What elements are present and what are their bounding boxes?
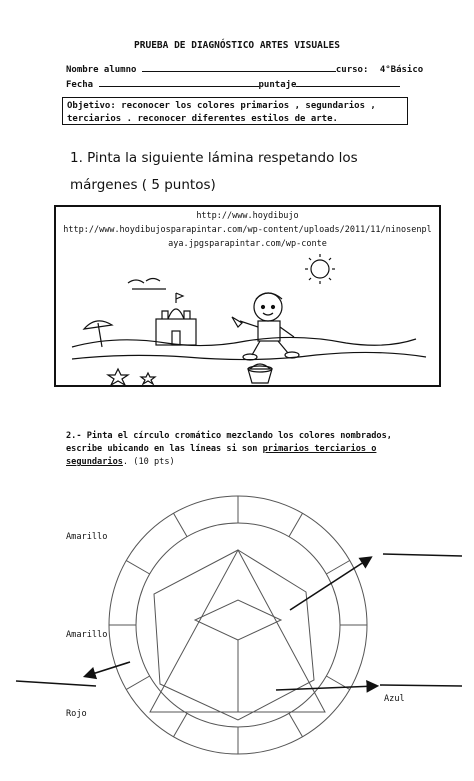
answer-line-top-right <box>383 554 462 556</box>
arrow-right <box>276 686 376 690</box>
question-2-line-3: segundarios. (10 pts) <box>66 457 175 467</box>
sand-castle-icon <box>156 293 196 345</box>
sun-icon <box>305 254 335 284</box>
name-blank[interactable] <box>142 62 336 72</box>
score-blank[interactable] <box>296 77 400 87</box>
question-2 <box>66 430 426 469</box>
name-label: Nombre alumno <box>66 65 137 75</box>
question-2-line-2: escribe ubicando en las líneas si son primarios terciarios o <box>66 444 377 454</box>
objective-line-2: terciarios . reconocer diferentes estilos de arte. <box>67 114 338 124</box>
wheel-triangle <box>150 550 325 712</box>
arrow-left <box>86 662 130 676</box>
question-1-line-2: márgenes ( 5 puntos) <box>70 177 216 193</box>
name-course-line <box>66 62 423 75</box>
label-azul: Azul <box>384 694 405 704</box>
bucket-icon <box>248 364 272 383</box>
image-url-line-3: aya.jpgsparapintar.com/wp-conte <box>168 239 327 249</box>
beach-drawing <box>56 207 439 385</box>
child-icon <box>232 293 299 360</box>
wheel-spoke <box>289 513 303 536</box>
answer-line-right <box>380 685 462 686</box>
course-value: 4°Básico <box>379 65 424 75</box>
starfish-icon <box>108 369 128 385</box>
wheel-spoke <box>174 513 188 536</box>
wheel-spoke <box>174 713 188 736</box>
image-url-line-2: http://www.hoydibujosparapintar.com/wp-content/uploads/2011/11/ninosenpl <box>63 225 432 235</box>
coloring-image-box <box>54 205 441 387</box>
label-rojo: Rojo <box>66 709 87 719</box>
answer-line-left <box>16 681 96 686</box>
question-2-line-1: 2.- Pinta el círculo cromático mezclando los colores nombrados, <box>66 431 392 441</box>
starfish-icon <box>141 373 155 384</box>
arrow-top-right <box>290 558 370 610</box>
score-label: puntaje <box>258 80 297 90</box>
course-label: curso: <box>335 65 369 75</box>
question-1 <box>70 145 358 199</box>
label-amarillo-1: Amarillo <box>66 532 108 542</box>
wheel-inner-ring <box>136 523 340 727</box>
wheel-spoke <box>326 676 349 690</box>
page-title: PRUEBA DE DIAGNÓSTICO ARTES VISUALES <box>134 40 340 51</box>
wheel-hexagon <box>154 550 314 720</box>
date-score-line <box>66 77 400 90</box>
label-amarillo-2: Amarillo <box>66 630 108 640</box>
image-url-line-1: http://www.hoydibujo <box>196 211 299 221</box>
objective-box <box>62 97 408 125</box>
date-label: Fecha <box>66 80 94 90</box>
wheel-inner-triangle <box>195 600 281 640</box>
date-blank[interactable] <box>99 77 259 87</box>
wheel-outer-ring <box>109 496 367 754</box>
wheel-spoke <box>289 713 303 736</box>
wheel-spoke <box>126 676 149 690</box>
wheel-spoke <box>326 561 349 575</box>
objective-line-1: Objetivo: reconocer los colores primarios , segundarios , <box>67 101 376 111</box>
question-1-line-1: 1. Pinta la siguiente lámina respetando los <box>70 150 358 166</box>
wheel-spoke <box>126 561 149 575</box>
